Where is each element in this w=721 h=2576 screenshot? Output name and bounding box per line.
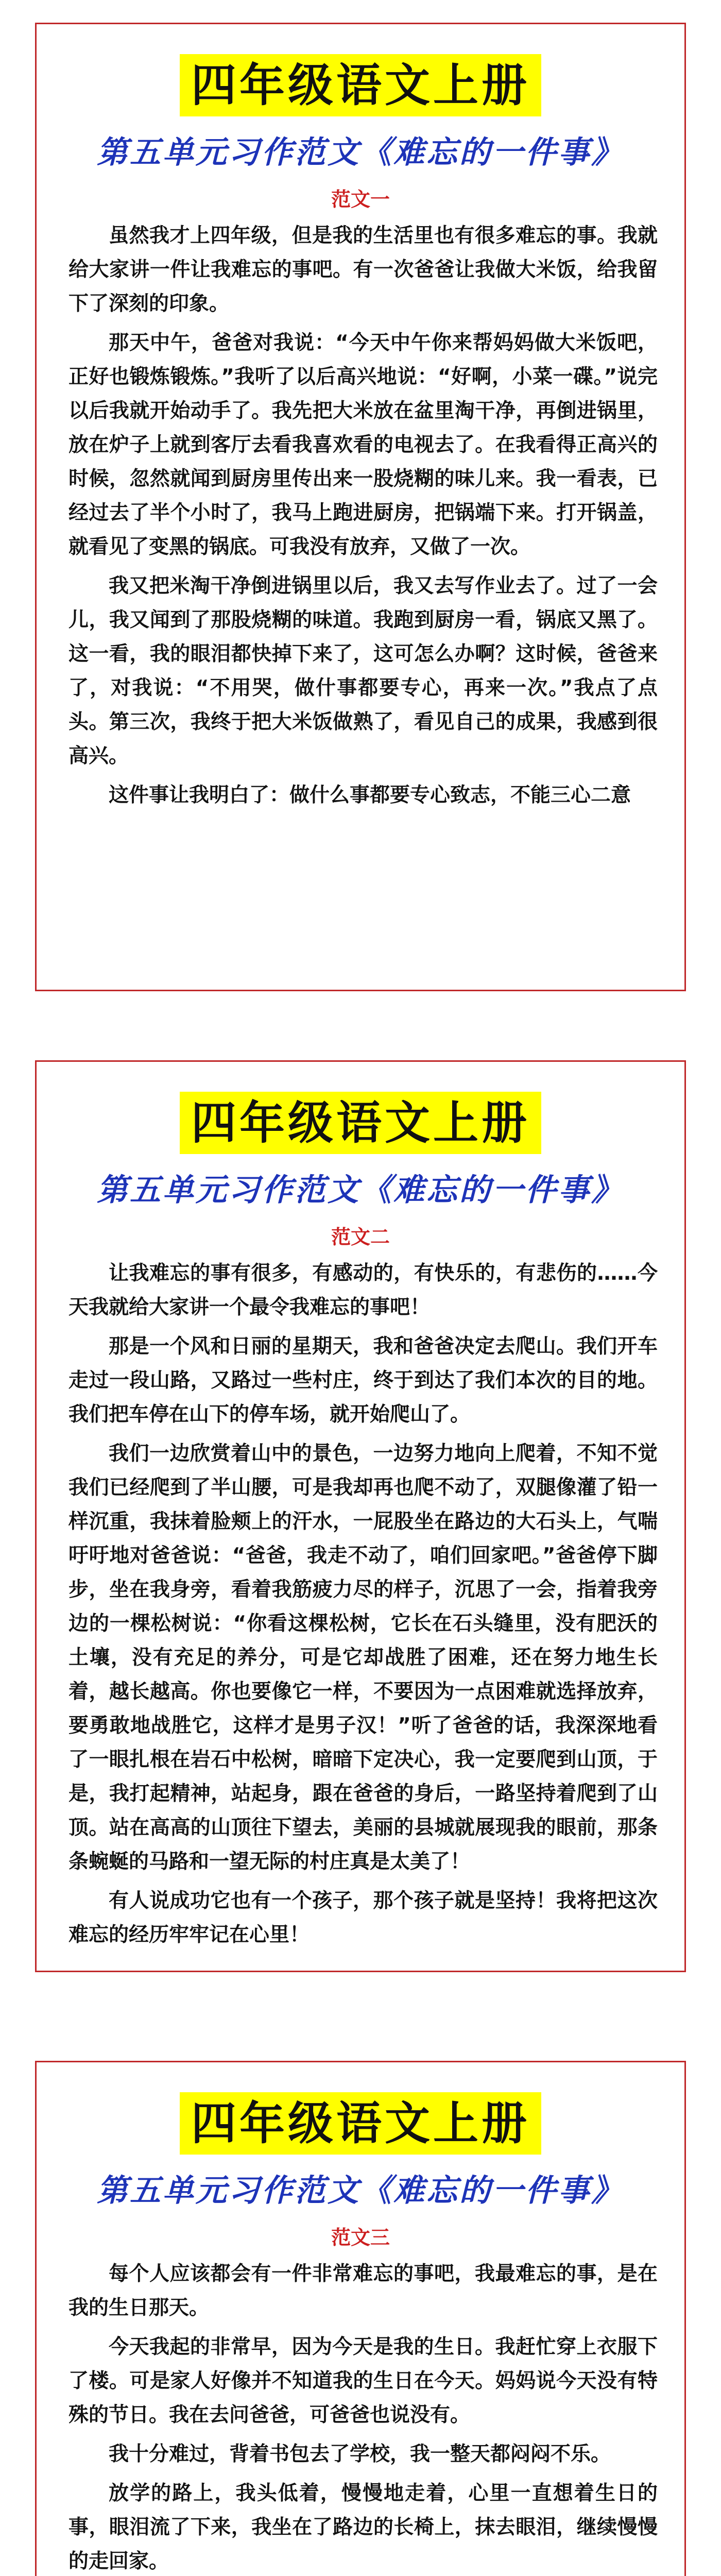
essay-card-1 <box>35 23 686 991</box>
essay-label: 范文三 <box>331 2226 390 2249</box>
title-wrap <box>37 2062 684 2155</box>
essay-card-2 <box>35 1060 686 1972</box>
paragraph: 我们一边欣赏着山中的景色，一边努力地向上爬着，不知不觉我们已经爬到了半山腰，可是我却再也爬不动了，双腿像灌了铅一样沉重，我抹着脸颊上的汗水，一屁股坐在路边的大石头上，气喘吁吁地对爸爸说：“爸爸，我走不动了，咱们回家吧。”爸爸停下脚步，坐在我身旁，看着我筋疲力尽的样子，沉思了一会，指着我旁边的一棵松树说：“你看这棵松树，它长在石头缝里，没有肥沃的土壤，没有充足的养分，可是它却战胜了困难，还在努力地生长着，越长越高。你也要像它一样，不要因为一点困难就选择放弃，要勇敢地战胜它，这样才是男子汉！”听了爸爸的话，我深深地看了一眼扎根在岩石中松树，暗暗下定决心，我一定要爬到山顶，于是，我打起精神，站起身，跟在爸爸的身后，一路坚持着爬到了山顶。站在高高的山顶往下望去，美丽的县城就展现我的眼前，那条条蜿蜒的马路和一望无际的村庄真是太美了！ <box>68 1442 658 1874</box>
paragraph: 每个人应该都会有一件非常难忘的事吧，我最难忘的事，是在我的生日那天。 <box>68 2262 658 2320</box>
page-title: 四年级语文上册 <box>180 54 541 116</box>
paragraph: 我又把米淘干净倒进锅里以后，我又去写作业去了。过了一会儿，我又闻到了那股烧糊的味道。我跑到厨房一看，锅底又黑了。这一看，我的眼泪都快掉下来了，这可怎么办啊？这时候，爸爸来了，对我说：“不用哭，做什事都要专心，再来一次。”我点了点头。第三次，我终于把大米饭做熟了，看见自己的成果，我感到很高兴。 <box>68 574 658 768</box>
paragraph: 今天我起的非常早，因为今天是我的生日。我赶忙穿上衣服下了楼。可是家人好像并不知道我的生日在今天。妈妈说今天没有特殊的节日。我在去问爸爸，可爸爸也说没有。 <box>68 2335 658 2427</box>
essay-label: 范文一 <box>331 188 390 211</box>
essay-body <box>37 219 684 812</box>
paragraph: 我十分难过，背着书包去了学校，我一整天都闷闷不乐。 <box>109 2443 611 2466</box>
essay-subtitle: 第五单元习作范文《难忘的一件事》 <box>97 2173 624 2209</box>
paragraph: 让我难忘的事有很多，有感动的，有快乐的，有悲伤的……今天我就给大家讲一个最令我难忘的事吧！ <box>68 1262 658 1319</box>
page-title: 四年级语文上册 <box>180 1092 541 1154</box>
paragraph: 有人说成功它也有一个孩子，那个孩子就是坚持！我将把这次难忘的经历牢牢记在心里！ <box>68 1889 658 1947</box>
essay-label: 范文二 <box>331 1226 390 1249</box>
essay-card-3 <box>35 2061 686 2576</box>
essay-body <box>37 1257 684 1952</box>
paragraph: 虽然我才上四年级，但是我的生活里也有很多难忘的事。我就给大家讲一件让我难忘的事吧。有一次爸爸让我做大米饭，给我留下了深刻的印象。 <box>68 224 658 316</box>
paragraph: 这件事让我明白了：做什么事都要专心致志，不能三心二意 <box>109 784 631 807</box>
title-wrap <box>37 1062 684 1154</box>
paragraph: 那天中午，爸爸对我说：“今天中午你来帮妈妈做大米饭吧，正好也锻炼锻炼。”我听了以后高兴地说：“好啊，小菜一碟。”说完以后我就开始动手了。我先把大米放在盆里淘干净，再倒进锅里，放在炉子上就到客厅去看我喜欢看的电视去了。在我看得正高兴的时候，忽然就闻到厨房里传出来一股烧糊的味儿来。我一看表，已经过去了半个小时了，我马上跑进厨房，把锅端下来。打开锅盖，就看见了变黑的锅底。可我没有放弃，又做了一次。 <box>68 331 658 559</box>
paragraph: 放学的路上，我头低着，慢慢地走着，心里一直想着生日的事，眼泪流了下来，我坐在了路边的长椅上，抹去眼泪，继续慢慢的走回家。 <box>68 2482 658 2573</box>
page-title: 四年级语文上册 <box>180 2092 541 2155</box>
essay-body <box>37 2257 684 2576</box>
essay-subtitle: 第五单元习作范文《难忘的一件事》 <box>97 134 624 171</box>
essay-subtitle: 第五单元习作范文《难忘的一件事》 <box>97 1172 624 1209</box>
paragraph: 那是一个风和日丽的星期天，我和爸爸决定去爬山。我们开车走过一段山路，又路过一些村庄，终于到达了我们本次的目的地。我们把车停在山下的停车场，就开始爬山了。 <box>68 1335 658 1427</box>
title-wrap <box>37 24 684 116</box>
